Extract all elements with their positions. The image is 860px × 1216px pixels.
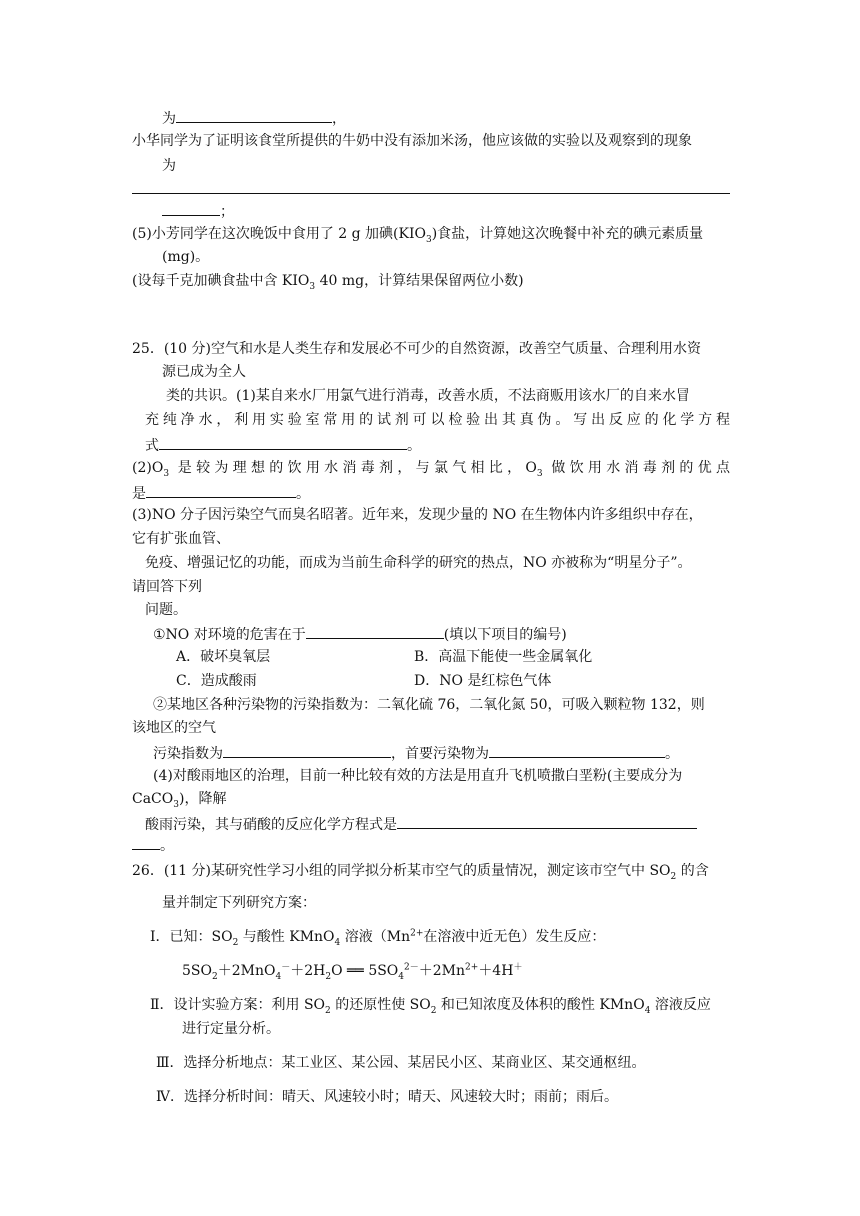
option-c: C．造成酸雨 <box>176 673 257 689</box>
q25-part-2: $(2)O_3$ 是较为理想的饮用水消毒剂，与氯气相比，$O_3$ 做饮用水消毒剂的优点 <box>132 460 730 479</box>
q25-part-1-b: 充纯净水，利用实验室常用的试剂可以检验出其真伪。写出反应的化学方程 <box>145 412 730 428</box>
q26-heading-2: 量并制定下列研究方案： <box>162 895 316 911</box>
q24-line-3: 为 <box>162 158 176 174</box>
q26-item-4: Ⅳ．选择分析时间：晴天、风速较小时；晴天、风速较大时；雨前；雨后。 <box>156 1089 618 1105</box>
q25-part-3: (3)NO 分子因污染空气而臭名昭著。近年来，发现少量的 NO 在生物体内许多组织中存在， <box>132 507 703 523</box>
q24-part-5: (5)小芳同学在这次晚饭中食用了 2 g 加碘$(KIO_3)$食盐，计算她这次晚餐中补充的碘元素质量 <box>132 226 704 245</box>
q26-item-1: Ⅰ．已知：$SO_2$ 与酸性 KMnO$_4$ 溶液（$Mn^{2+}$在溶液中近无色）发生反应： <box>150 928 606 948</box>
q25-part-1: 类的共识。(1)某自来水厂用氯气进行消毒，改善水质，不法商贩用该水厂的自来水冒 <box>166 388 690 404</box>
answer-blank[interactable] <box>159 435 407 450</box>
q25-sub-2-c: 污染指数为 ，首要污染物为 。 <box>153 743 679 763</box>
answer-blank[interactable] <box>489 743 665 758</box>
q24-line-4: ； <box>162 201 234 221</box>
q26-heading: 26．(11 分)某研究性学习小组的同学拟分析某市空气的质量情况，测定该市空气中 $SO_2$ 的含 <box>132 863 709 882</box>
answer-blank[interactable] <box>223 743 391 758</box>
q25-part-1-c: 式 。 <box>145 435 421 455</box>
q25-part-3-d: 请回答下列 <box>132 579 202 595</box>
q24-line-2: 小华同学为了证明该食堂所提供的牛奶中没有添加米汤，他应该做的实验以及观察到的现象 <box>132 133 692 149</box>
q25-part-3-c: 免疫、增强记忆的功能，而成为当前生命科学的研究的热点，NO 亦被称为“明星分子”。 <box>145 555 692 571</box>
q25-sub-4-c: 酸雨污染，其与硝酸的反应化学方程式是 <box>145 814 697 834</box>
q26-item-3: Ⅲ．选择分析地点：某工业区、某公园、某居民小区、某商业区、某交通枢纽。 <box>156 1055 646 1071</box>
answer-blank[interactable] <box>132 835 160 850</box>
q25-sub-4-b: CaCO$_3$)，降解 <box>132 791 227 810</box>
q25-part-3-b: 它有扩张血管、 <box>132 531 230 547</box>
q25-sub-2: ②某地区各种污染物的污染指数为：二氧化硫 76，二氧化氮 50，可吸入颗粒物 132，则 <box>153 697 705 713</box>
answer-blank[interactable] <box>306 624 444 639</box>
q24-line-1: 为 ， <box>162 108 346 128</box>
option-a: A．破坏臭氧层 <box>176 649 271 665</box>
q25-part-2-b: 是 。 <box>132 483 310 503</box>
option-b: B．高温下能使一些金属氧化 <box>414 649 593 665</box>
reaction-equation: $5SO_2+2MnO_4^-+2H_2O$ ══ $5SO_4^{2-}+2Mn^{2+}+4H^+$ <box>182 962 523 982</box>
q24-note: (设每千克加碘食盐中含 $KIO_3$ 40 mg，计算结果保留两位小数) <box>132 273 524 292</box>
option-d: D．NO 是红棕色气体 <box>414 673 552 689</box>
answer-line-full[interactable] <box>132 193 730 194</box>
answer-blank[interactable] <box>176 108 332 123</box>
q25-heading: 25．(10 分)空气和水是人类生存和发展必不可少的自然资源，改善空气质量、合理利用水资 <box>132 341 702 357</box>
q25-sub-1: ①NO 对环境的危害在于 (填以下项目的编号) <box>153 624 567 644</box>
q25-sub-4: (4)对酸雨地区的治理，目前一种比较有效的方法是用直升飞机喷撒白垩粉(主要成分为 <box>153 768 683 784</box>
answer-blank[interactable] <box>397 814 697 829</box>
answer-blank[interactable] <box>146 483 296 498</box>
q25-heading-2: 源已成为全人 <box>162 364 246 380</box>
q24-part-5-unit: (mg)。 <box>162 249 210 265</box>
q25-part-3-e: 问题。 <box>145 602 187 618</box>
answer-blank[interactable] <box>162 201 220 216</box>
q26-item-2: Ⅱ．设计实验方案：利用 $SO_2$ 的还原性使 $SO_2$ 和已知浓度及体积的酸性 KMnO$_4$ 溶液反应 <box>150 997 711 1016</box>
q26-item-2-b: 进行定量分析。 <box>182 1021 280 1037</box>
q25-sub-2-b: 该地区的空气 <box>132 720 216 736</box>
q25-sub-4-d: 。 <box>132 835 174 855</box>
